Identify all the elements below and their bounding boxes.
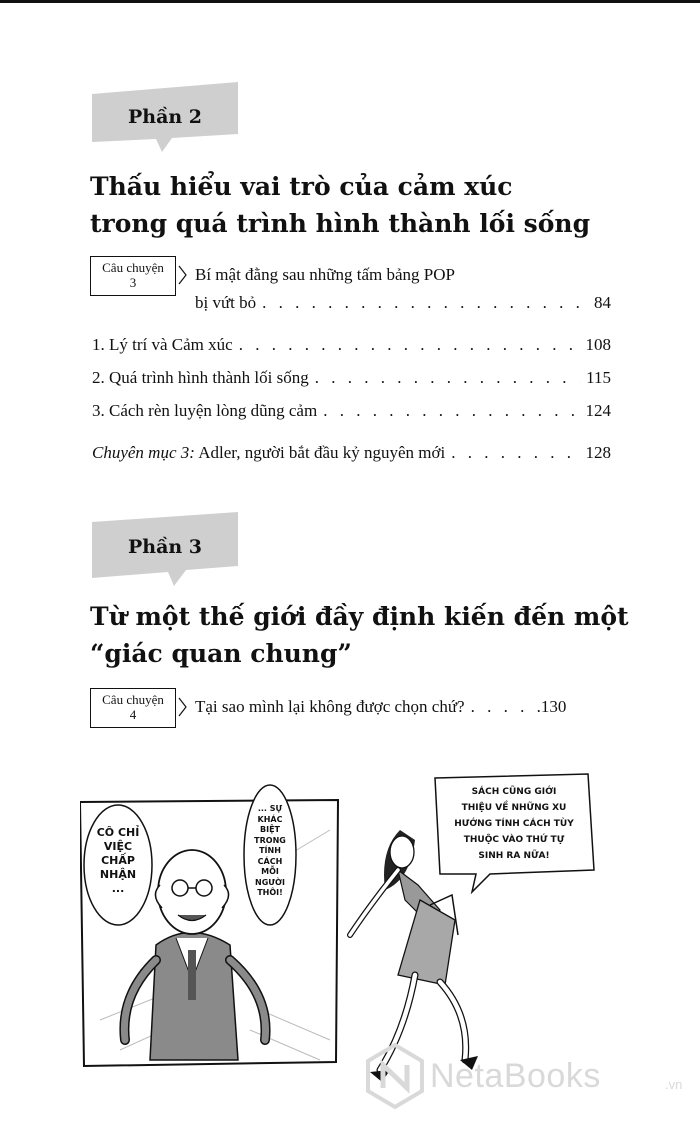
story-4-title: Tại sao mình lại không được chọn chứ? [195, 697, 465, 716]
bubble-middle-text: ... SỰ KHÁC BIỆT TRONG TÍNH CÁCH MỖI NGƯỜI THÔI! [254, 804, 286, 897]
bubble-left-text: CÔ CHỈ VIỆC CHẤP NHẬN ... [96, 826, 140, 895]
toc-item-3-text: 3. Cách rèn luyện lòng dũng cảm [92, 401, 318, 420]
bubble-right-text: SÁCH CŨNG GIỚI THIỆU VỀ NHỮNG XU HƯỚNG TÍNH CÁCH TÙY THUỘC VÀO THỨ TỰ SINH RA NỮA! [454, 787, 574, 861]
story-4-box-number: 4 [129, 707, 137, 722]
story-4-page: .130 [536, 697, 567, 716]
dot-leader [471, 697, 531, 717]
toc-item-2-text: 2. Quá trình hình thành lối sống [92, 368, 309, 387]
toc-item-1-text: 1. Lý trí và Cảm xúc [92, 335, 233, 354]
story-3-arrow-icon [178, 265, 188, 285]
column-3-entry[interactable] [92, 443, 611, 463]
story-3-box [90, 256, 176, 296]
part-2-title [90, 168, 650, 242]
story-4-box [90, 688, 176, 728]
part-2-label-text: Phần 2 [127, 106, 203, 128]
part-3-label [90, 512, 240, 582]
story-3-entry[interactable] [195, 293, 611, 313]
dot-leader [262, 293, 588, 313]
watermark-brand: NetaBooks [430, 1057, 601, 1095]
toc-item-2-page: 115 [586, 368, 611, 387]
part-2-title-line-1: Thấu hiểu vai trò của cảm xúc [90, 172, 513, 201]
part-2-title-line-2: trong quá trình hình thành lối sống [90, 209, 591, 238]
dot-leader [323, 401, 579, 421]
toc-item-3[interactable] [92, 401, 611, 421]
dot-leader [239, 335, 580, 355]
part-3-title-line-1: Từ một thế giới đầy định kiến đến một [90, 602, 629, 631]
top-rule [0, 0, 700, 3]
dot-leader [315, 368, 580, 388]
netabooks-watermark [365, 1043, 700, 1113]
column-3-label: Chuyên mục 3: [92, 443, 195, 462]
toc-item-1[interactable] [92, 335, 611, 355]
toc-item-1-page: 108 [585, 335, 611, 354]
story-3-box-number: 3 [129, 275, 137, 290]
toc-item-3-page: 124 [585, 401, 611, 420]
part-3-title-line-2: “giác quan chung” [90, 639, 352, 668]
story-3-title-line-1[interactable]: Bí mật đằng sau những tấm bảng POP [195, 265, 455, 284]
story-4-entry[interactable] [195, 697, 611, 717]
toc-item-2[interactable] [92, 368, 611, 388]
story-3-box-label: Câu chuyện [102, 260, 164, 275]
story-4-arrow-icon [178, 697, 188, 717]
story-3-page: 84 [594, 293, 611, 312]
part-3-label-text: Phần 3 [127, 536, 203, 558]
column-3-page: 128 [585, 443, 611, 462]
story-4-box-label: Câu chuyện [102, 692, 164, 707]
watermark-suffix: .vn [665, 1077, 683, 1092]
column-3-text: Adler, người bắt đầu kỷ nguyên mới [198, 443, 446, 462]
story-3-title-line-2: bị vứt bỏ [195, 293, 257, 312]
part-2-label [90, 82, 240, 152]
part-3-title [90, 598, 650, 672]
netabooks-logo-icon [365, 1043, 425, 1109]
dot-leader [451, 443, 579, 463]
